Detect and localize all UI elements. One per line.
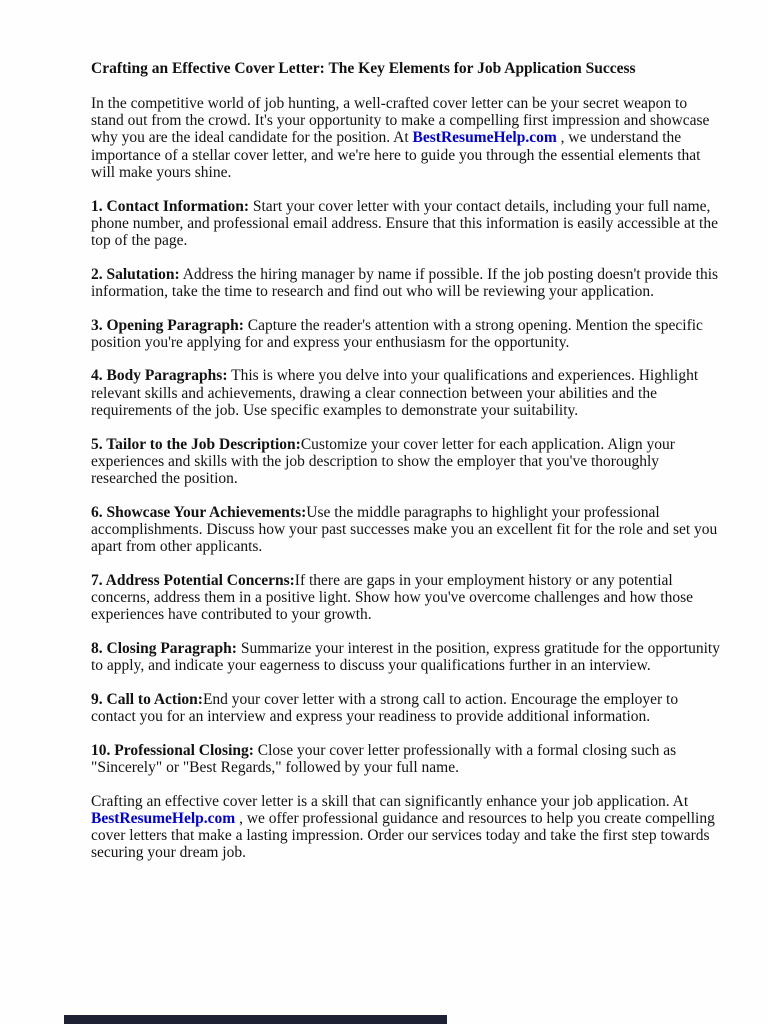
section-heading: 4. Body Paragraphs: (91, 367, 228, 385)
section-paragraph-address-concerns (91, 572, 721, 624)
reading-progress-bar (64, 1015, 447, 1024)
section-body: End your cover letter with a strong call to action. Encourage the employer to contact you for an interview and express your readiness to provide additional information. (91, 690, 679, 725)
section-paragraph-call-to-action (91, 691, 721, 725)
section-body: Use the middle paragraphs to highlight your professional accomplishments. Discuss how your past successes make you an excellent fit for the role and set you apart from other applicants. (91, 503, 718, 556)
section-paragraph-body-paragraphs (91, 367, 721, 419)
intro-text-before: In the competitive world of job hunting, a well-crafted cover letter can be your secret weapon to stand out from the crowd. It's your opportunity to make a compelling first impression and showcase why you are the ideal candidate for the position. At (91, 95, 710, 147)
section-heading: 3. Opening Paragraph: (91, 316, 244, 334)
intro-text-after: , we understand the importance of a stellar cover letter, and we're here to guide you through the essential elements that will make yours shine. (91, 129, 701, 181)
intro-paragraph (91, 95, 721, 181)
section-paragraph-professional-closing (91, 742, 721, 776)
section-heading: 1. Contact Information: (91, 197, 249, 215)
outro-text-after: , we offer professional guidance and resources to help you create compelling cover letters that make a lasting impression. Order our services today and take the first step towards securing your dream job. (91, 809, 715, 862)
outro-text-before: Crafting an effective cover letter is a skill that can significantly enhance your job application. At (91, 792, 689, 810)
section-paragraph-tailor-to-job (91, 436, 721, 488)
section-body: Start your cover letter with your contact details, including your full name, phone number, and professional email address. Ensure that this information is easily accessible at the top of the page. (91, 197, 718, 249)
section-heading: 10. Professional Closing: (91, 741, 254, 759)
section-heading: 6. Showcase Your Achievements: (91, 503, 307, 521)
section-body: Summarize your interest in the position, express gratitude for the opportunity to apply, and indicate your eagerness to discuss your qualifications further in an interview. (91, 639, 720, 675)
section-body: This is where you delve into your qualifications and experiences. Highlight relevant skills and achievements, drawing a clear connection between your abilities and the requirements of the job. Use specific examples to demonstrate your suitability. (91, 367, 699, 419)
section-heading: 2. Salutation: (91, 265, 180, 283)
section-paragraph-salutation (91, 266, 721, 300)
section-body: Capture the reader's attention with a strong opening. Mention the specific position you're applying for and express your enthusiasm for the opportunity. (91, 316, 703, 351)
section-heading: 7. Address Potential Concerns: (91, 571, 295, 589)
bestresumehelp-link[interactable]: BestResumeHelp.com (412, 129, 557, 147)
document-content (91, 60, 721, 878)
page-title: Crafting an Effective Cover Letter: The Key Elements for Job Application Success (91, 60, 636, 77)
section-paragraph-opening-paragraph (91, 317, 721, 351)
section-body: If there are gaps in your employment history or any potential concerns, address them in a positive light. Show how you've overcome challenges and how those experiences have contributed to your growth. (91, 571, 693, 624)
outro-paragraph (91, 793, 721, 862)
section-body: Address the hiring manager by name if possible. If the job posting doesn't provide this information, take the time to research and find out who will be reviewing your application. (91, 265, 719, 300)
bestresumehelp-link[interactable]: BestResumeHelp.com (91, 809, 236, 827)
section-paragraph-contact-information (91, 198, 721, 250)
section-heading: 8. Closing Paragraph: (91, 639, 237, 657)
section-heading: 5. Tailor to the Job Description: (91, 435, 301, 453)
section-paragraph-showcase-achievements (91, 504, 721, 556)
section-heading: 9. Call to Action: (91, 690, 203, 708)
section-body: Customize your cover letter for each application. Align your experiences and skills with the job description to show the employer that you've thoroughly researched the position. (91, 435, 675, 487)
section-body: Close your cover letter professionally with a formal closing such as "Sincerely" or "Best Regards," followed by your full name. (91, 741, 677, 776)
section-paragraph-closing-paragraph (91, 640, 721, 674)
